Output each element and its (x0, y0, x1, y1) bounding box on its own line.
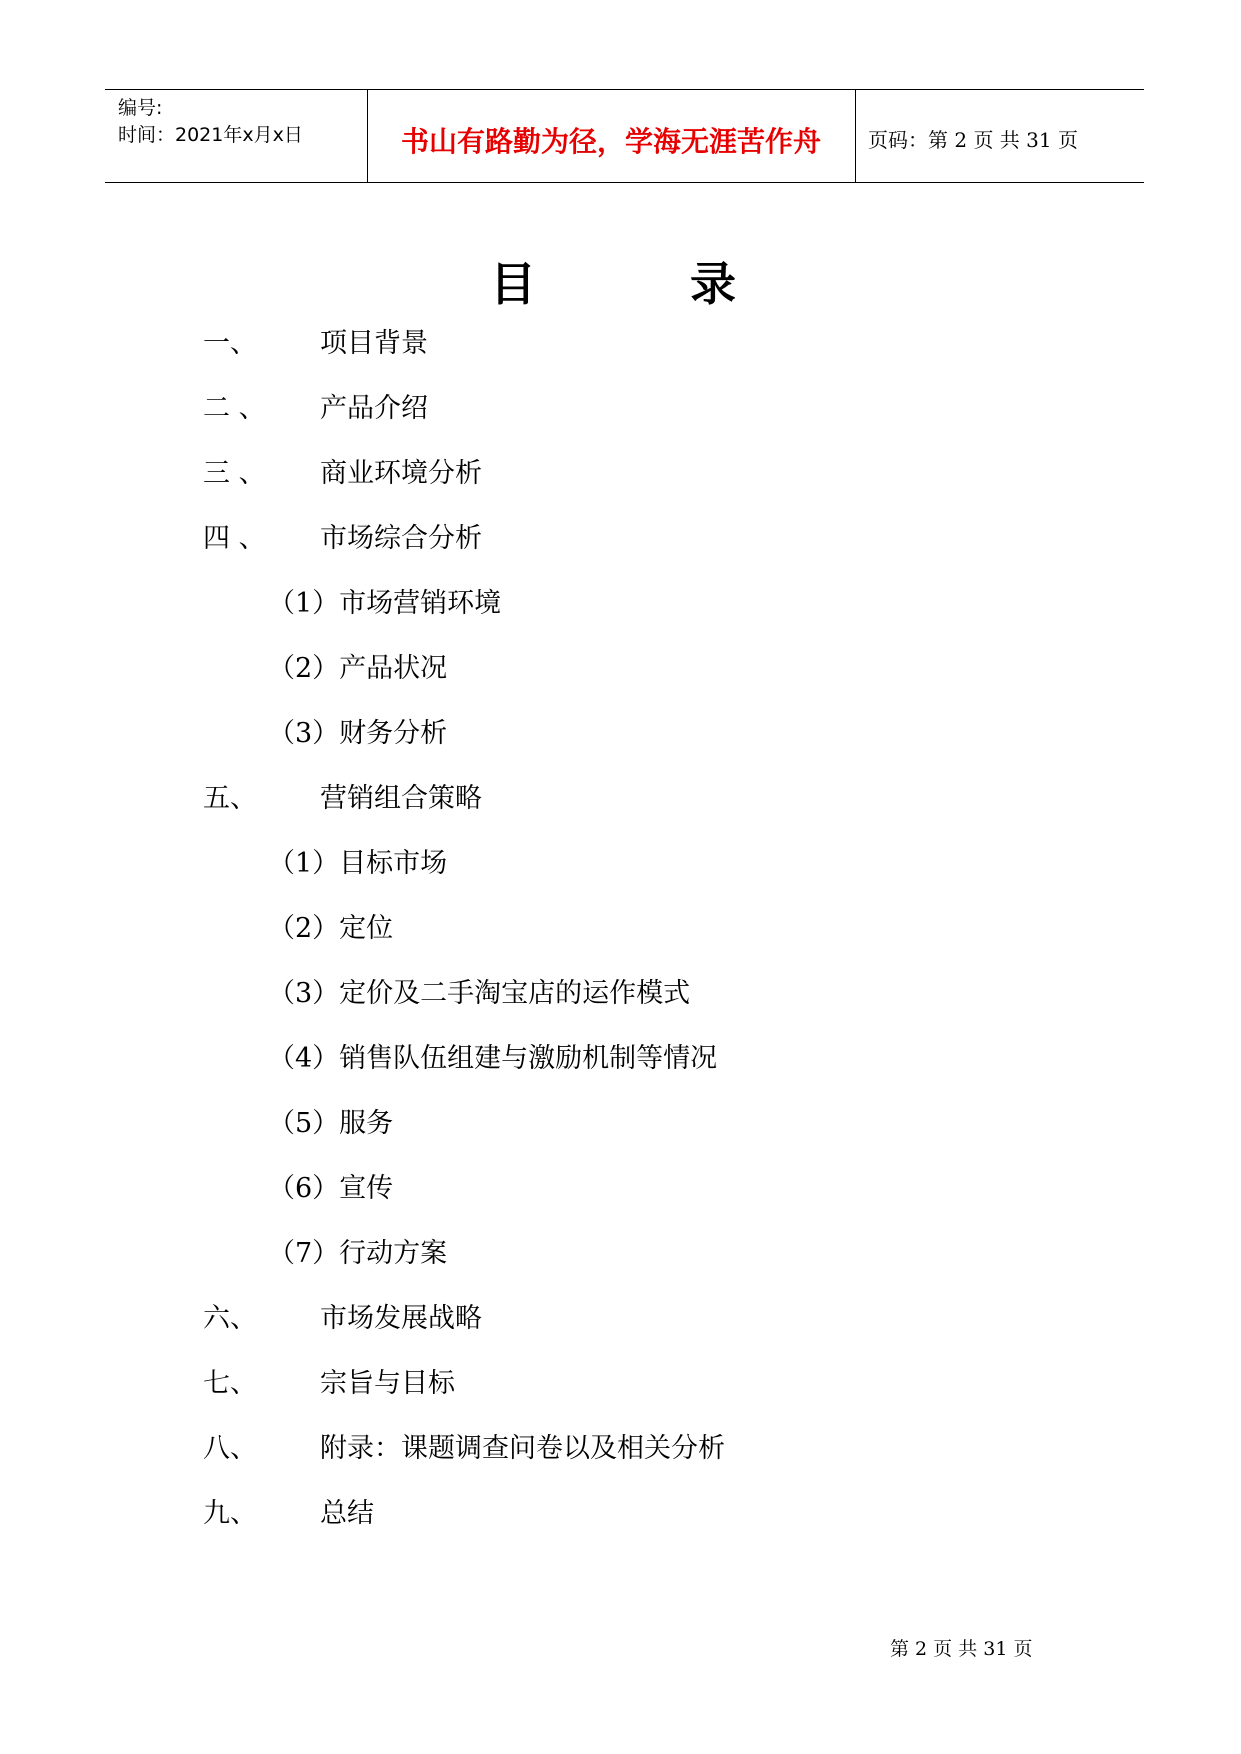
toc-subentry-title: （2）产品状况 (268, 653, 448, 684)
toc-entry-title: 总结 (320, 1498, 374, 1529)
toc-subentry-title: （6）宣传 (268, 1173, 394, 1204)
page-title (480, 248, 780, 311)
page-title-char-1: 目 (490, 257, 536, 311)
toc-entry-number: 四 、 (203, 523, 266, 554)
toc-subentry-title: （3）财务分析 (268, 718, 448, 749)
toc-entry-title: 附录：课题调查问卷以及相关分析 (320, 1433, 725, 1464)
toc-entry-number: 九、 (203, 1498, 257, 1529)
header-info-cell (105, 90, 368, 182)
header-motto-cell (367, 90, 856, 182)
toc-entry-title: 市场发展战略 (320, 1303, 482, 1334)
toc-entry-number: 八、 (203, 1433, 257, 1464)
toc-entry-number: 二 、 (203, 393, 266, 424)
toc-entry-title: 产品介绍 (320, 393, 428, 424)
toc-subentry-title: （1）目标市场 (268, 848, 448, 879)
page-title-char-2: 录 (690, 257, 736, 311)
header-page-code: 页码：第 2 页 共 31 页 (868, 128, 1078, 152)
toc-entry-title: 市场综合分析 (320, 523, 482, 554)
toc-subentry-title: （5）服务 (268, 1108, 394, 1139)
header-motto: 书山有路勤为径，学海无涯苦作舟 (400, 125, 821, 158)
toc-entry-title: 商业环境分析 (320, 458, 482, 489)
document-time-label: 时间：2021年x月x日 (118, 124, 303, 146)
toc-subentry-title: （1）市场营销环境 (268, 588, 502, 619)
toc-subentry-title: （7）行动方案 (268, 1238, 448, 1269)
toc-entry-number: 五、 (203, 783, 257, 814)
toc-subentry-title: （4）销售队伍组建与激励机制等情况 (268, 1043, 718, 1074)
page-footer: 第 2 页 共 31 页 (890, 1638, 1033, 1660)
toc-entry-number: 一、 (203, 328, 257, 359)
toc-entry-number: 三 、 (203, 458, 266, 489)
document-header (105, 89, 1144, 183)
toc-subentry-title: （3）定价及二手淘宝店的运作模式 (268, 978, 691, 1009)
toc-entry-title: 宗旨与目标 (320, 1368, 455, 1399)
toc-entry-title: 项目背景 (320, 328, 428, 359)
header-page-cell (856, 90, 1144, 182)
toc-subentry-title: （2）定位 (268, 913, 394, 944)
document-number-label: 编号: (118, 97, 163, 119)
toc-entry-number: 六、 (203, 1303, 257, 1334)
toc-entry-title: 营销组合策略 (320, 783, 482, 814)
toc-entry-number: 七、 (203, 1368, 257, 1399)
